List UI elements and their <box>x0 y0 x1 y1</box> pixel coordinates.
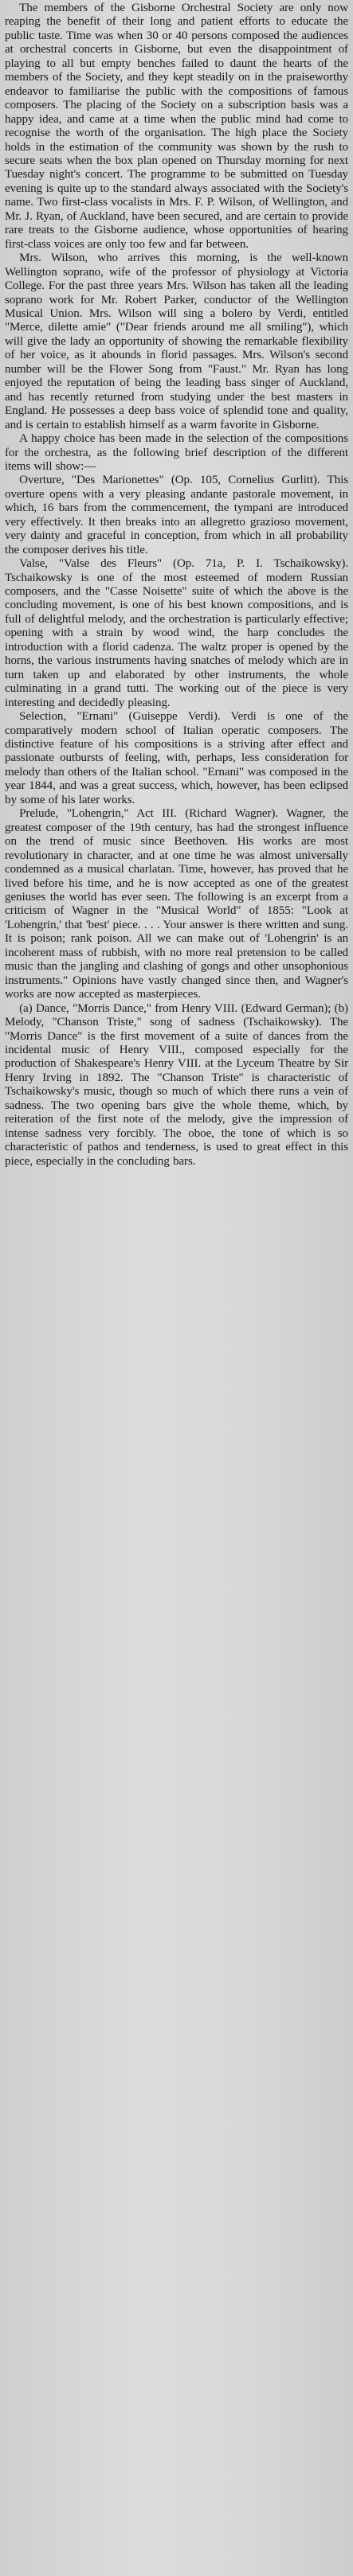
article-body <box>5 2 348 1169</box>
article-paragraph: (a) Dance, "Morris Dance," from Henry VIII. (Edward German); (b) Melody, "Chanson Triste," song of sadness (Tschaikowsky). The "Morris Dance" is the first movement of a suite of dances from the incidental music of Henry VIII., composed especially for the production of Shakespeare's Henry VIII. at the Lyceum Theatre by Sir Henry Irving in 1892. The "Chanson Triste" is characteristic of Tschaikowsky's music, though so much of which there runs a vein of sadness. The two opening bars give the whole theme, which, by reiteration of the first note of the melody, give the impression of intense sadness very forcibly. The oboe, the tone of which is so characteristic of pathos and tenderness, is used to great effect in this piece, especially in the concluding bars. <box>5 1001 348 1168</box>
article-paragraph: Valse, "Valse des Fleurs" (Op. 71a, P. I. Tschaikowsky). Tschaikowsky is one of the most esteemed of modern Russian composers, and the "Casse Noisette" suite of which the above is the concluding movement, is one of his best known compositions, and is full of delightful melody, and the orchestration is particularly effective; opening with a strain by wood wind, the harp concludes the introduction with a florid cadenza. The waltz proper is opened by the horns, the various instruments having snatches of melody which are in turn taken up and elaborated by other instruments, the whole culminating in a grand tutti. The working out of the piece is very interesting and decidedly pleasing. <box>5 557 348 709</box>
article-paragraph: The members of the Gisborne Orchestral Society are only now reaping the benefit of their long and patient efforts to educate the public taste. Time was when 30 or 40 persons composed the audiences at orchestral concerts in Gisborne, but even the disappointment of playing to all but empty benches failed to daunt the hearts of the members of the Society, and they kept steadily on in the praiseworthy endeavor to familiarise the public with the compositions of famous composers. The placing of the Society on a subscription basis was a happy idea, and came at a time when the public mind had come to recognise the worth of the organisation. The high place the Society holds in the estimation of the community was shown by the rush to secure seats when the box plan opened on Thursday morning for next Tuesday night's concert. The programme to be submitted on Tuesday evening is quite up to the standard always associated with the Society's name. Two first-class vocalists in Mrs. F. P. Wilson, of Wellington, and Mr. J. Ryan, of Auckland, have been secured, and are certain to provide rare treats to the Gisborne audience, whose opportunities of hearing first-class voices are only too few and far between. <box>5 2 348 251</box>
article-paragraph: Selection, "Ernani" (Guiseppe Verdi). Verdi is one of the comparatively modern school of Italian operatic composers. The distinctive feature of his compositions is a striving after effect and passionate outbursts of feeling, with, perhaps, less consideration for melody than others of the Italian school. "Ernani" was composed in the year 1844, and was a great success, which, however, has been eclipsed by some of his later works. <box>5 710 348 806</box>
article-paragraph: Prelude, "Lohengrin," Act III. (Richard Wagner). Wagner, the greatest composer of the 19th century, has had the strongest influence on the trend of music since Beethoven. His works are most revolutionary in character, and at one time he was almost universally condemned as a musical charlatan. Time, however, has proved that he lived before his time, and he is now accepted as one of the greatest geniuses the world has ever seen. The following is an excerpt from a criticism of Wagner in the "Musical World" of 1855: "Look at 'Lohengrin,' that 'best' piece. . . . Your answer is there written and sung. It is poison; rank poison. All we can make out of 'Lohengrin' is an incoherent mass of rubbish, with no more real pretension to be called music than the jangling and clashing of gongs and other unsophonious instruments." Opinions have vastly changed since then, and Wagner's works are now accepted as masterpieces. <box>5 807 348 1001</box>
article-paragraph: A happy choice has been made in the selection of the compositions for the orchestra, as the following brief description of the different items will show:— <box>5 432 348 473</box>
article-paragraph: Mrs. Wilson, who arrives this morning, is the well-known Wellington soprano, wife of the professor of physiology at Victoria College. For the past three years Mrs. Wilson has taken all the leading soprano work for Mr. Robert Parker, conductor of the Wellington Musical Union. Mrs. Wilson will sing a bolero by Verdi, entitled "Merce, dilette amie" ("Dear friends around me all smiling"), which will give the lady an opportunity of showing the remarkable flexibility of her voice, as it abounds in florid passages. Mrs. Wilson's second number will be the Flower Song from "Faust." Mr. Ryan has long enjoyed the reputation of being the leading bass singer of Auckland, and has recently returned from studying under the best masters in England. He possesses a deep bass voice of splendid tone and quality, and is certain to establish himself as a warm favorite in Gisborne. <box>5 252 348 431</box>
article-paragraph: Overture, "Des Marionettes" (Op. 105, Cornelius Gurlitt). This overture opens with a very pleasing andante pastorale movement, in which, 16 bars from the commencement, the tympani are introduced very effectively. It then breaks into an allegretto grazioso movement, very dainty and graceful in conception, from which in all probability the composer derives his title. <box>5 474 348 556</box>
